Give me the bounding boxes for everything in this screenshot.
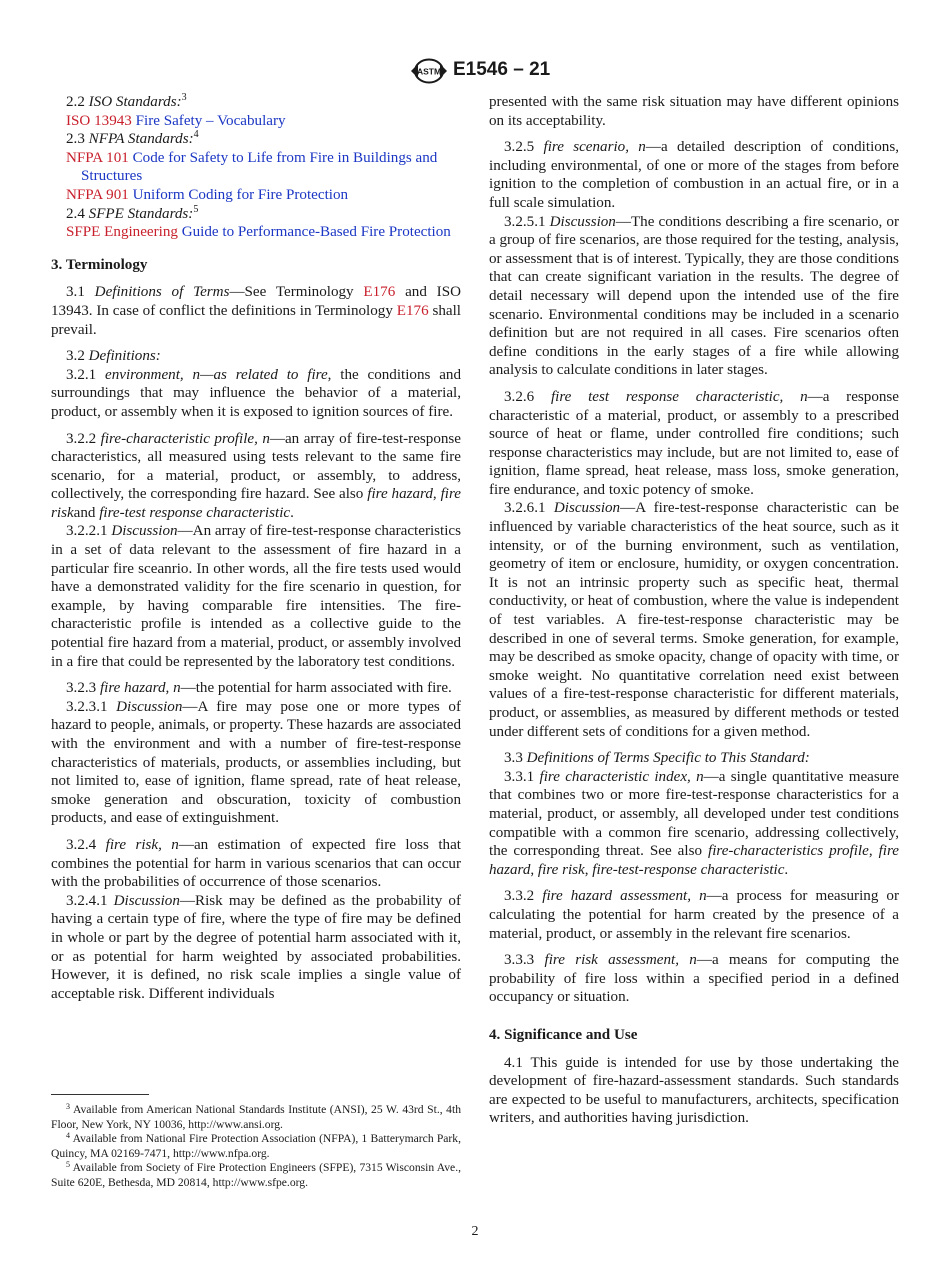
sfpe-reference (51, 223, 461, 242)
paragraph-3-2-6: 3.2.6 fire test response characteristic, n—a response characteristic of a material, product, or assembly to a prescribed source of heat or flame, under controlled fire conditions; such response characteristics may include, but are not limited to, ease of ignition, flame spread, heat release, mass loss, smoke generation, fire endurance, and toxic potency of smoke. (489, 388, 899, 498)
paragraph-3-2-5-1: 3.2.5.1 Discussion—The conditions describing a fire scenario, or a group of fire scenarios, are those required for the testing, analysis, or assessment that is of interest. Typically, they are those conditions that can create significant variation in the results. The degree of detail necessary will depend upon the intended use of the fire scenario. Environmental conditions may be included in a scenario definition but are not required in all cases. Fire scenarios often define conditions in the early stages of a fire while allowing analysis to calculate conditions in later stages. (489, 213, 899, 379)
footnote-4: $^4$ Available from National Fire Protection Association (NFPA), 1 Batterymarch Park, Quincy, MA 02169-7471, http://www.nfpa.org. (51, 1131, 461, 1160)
nfpa-101-title-link[interactable]: Code for Safety to Life from Fire in Buildings and Structures (81, 149, 438, 185)
left-column (51, 93, 461, 1003)
standard-designation: E1546 – 21 (453, 59, 551, 80)
footnote-5: $^5$ Available from Society of Fire Protection Engineers (SFPE), 7315 Wisconsin Ave., Suite 620E, Bethesda, MD 20814, http://www.sfpe.org. (51, 1160, 461, 1189)
footnotes (51, 1103, 461, 1191)
paragraph-3-3: 3.3 Definitions of Terms Specific to This Standard: (504, 750, 810, 767)
paragraph-3-2-4-1-continued: presented with the same risk situation may have different opinions on its acceptability. (489, 94, 899, 129)
iso-13943-reference (51, 112, 461, 131)
paragraph-3-2-2-1: 3.2.2.1 Discussion—An array of fire-test-response characteristics in a set of data relevant to the assessment of fire hazard in a particular fire sceanrio. In other words, all the fire tests used would have a demonstrated validity for the fire scenario in question, for example, by having comparable fire intensities. The fire-characteristic profile is intended as a collective guide to the potential fire hazard from a material, product, or assembly involved in a fire that could be represented by the laboratory test conditions. (51, 523, 461, 670)
section-3-heading: 3. Terminology (51, 256, 148, 273)
paragraph-3-2-3-1: 3.2.3.1 Discussion—A fire may pose one or more types of hazard to people, animals, or property. These hazards are associated with the environment and with a number of fire-test-response characteristics of materials, products, or assemblies including, but not limited to, ease of ignition, flame spread, rate of heat release, smoke generation and obscuration, toxicity of combustion products, and ease of extinguishment. (51, 698, 461, 827)
footnote-3: $^3$ Available from American National Standards Institute (ANSI), 25 W. 43rd St., 4th Floor, New York, NY 10036, http://www.ansi.org. (51, 1102, 462, 1131)
nfpa-901-link[interactable]: NFPA 901 (66, 186, 129, 203)
section-4-heading: 4. Significance and Use (489, 1026, 638, 1043)
e176-link-1[interactable]: E176 (363, 284, 396, 301)
paragraph-4-1: 4.1 This guide is intended for use by those undertaking the development of fire-hazard-assessment standards. Such standards are expected to be useful to manufacturers, architects, specification writers, and authorities having jurisdiction. (489, 1054, 899, 1127)
paragraph-3-3-3: 3.3.3 fire risk assessment, n—a means for computing the probability of fire loss within a specified period in a defined occupancy or situation. (489, 952, 899, 1006)
nfpa-901-title-link[interactable]: Uniform Coding for Fire Protection (132, 186, 349, 203)
sfpe-link[interactable]: SFPE Engineering (66, 224, 178, 241)
paragraph-3-2-5: 3.2.5 fire scenario, n—a detailed description of conditions, including environmental, of one or more of the stages from before ignition to the completion of combustion in an actual fire, or in a full scale simulation. (489, 139, 899, 211)
nfpa-standards-heading: 2.3 NFPA Standards:$^4$ (66, 129, 199, 148)
paragraph-3-2-3: 3.2.3 fire hazard, n—the potential for harm associated with fire. (66, 680, 452, 697)
nfpa-101-reference (51, 149, 461, 186)
sfpe-standards-heading: 2.4 SFPE Standards:$^5$ (66, 203, 199, 222)
paragraph-3-2-6-1: 3.2.6.1 Discussion—A fire-test-response characteristic can be influenced by variable characteristics of the heat source, such as it intensity, or of the burning environment, such as ventilation, geometry of item or enclosure, humidity, or oxygen concentration. It is not an intrinsic property such as specific heat, thermal conductivity, or heat of combustion, where the value is independent of test variables. A fire-test-response characteristic may be described in one of several terms. Smoke generation, for example, may be described as smoke opacity, change of opacity with time, or smoke weight. No quantitative correlation need exist between values of a fire-test-response characteristic for different materials, product, or assemblies, as measured by different methods or tested under different sets of conditions for a given method. (489, 500, 899, 740)
page-header (0, 58, 950, 84)
paragraph-3-2-4: 3.2.4 fire risk, n—an estimation of expected fire loss that combines the potential for harm in various scenarios that can occur with the probabilities of occurrence of those scenarios. (51, 836, 461, 891)
nfpa-901-reference (51, 186, 461, 205)
paragraph-3-3-1: 3.3.1 fire characteristic index, n—a single quantitative measure that combines two or more fire-test-response characteristics for a material, product, or assembly, all developed under test conditions compatible with a common fire scenario, addressing collectively, the corresponding threat. See also fire-characteristics profile, fire hazard, fire risk, fire-test-response characteristic. (489, 768, 899, 878)
e176-link-2[interactable]: E176 (396, 302, 429, 319)
paragraph-3-2-2: 3.2.2 fire-characteristic profile, n—an array of fire-test-response characteristics, all measured using tests relevant to the same fire scenario, for a material, product, or assembly, to address, collectively, the corresponding fire hazard. See also fire hazard, fire riskand fire-test response characteristic. (51, 430, 461, 521)
paragraph-3-1: 3.1 Definitions of Terms—See Terminology E176 and ISO 13943. In case of conflict the definitions in Terminology E176 shall prevail. (51, 284, 461, 338)
page-number: 2 (471, 1224, 479, 1239)
footnote-divider (51, 1094, 149, 1095)
right-column (489, 93, 899, 1128)
sfpe-title-link[interactable]: Guide to Performance-Based Fire Protection (181, 224, 451, 241)
nfpa-101-link[interactable]: NFPA 101 (66, 149, 129, 166)
iso-13943-link[interactable]: ISO 13943 (66, 112, 132, 129)
astm-logo-icon (409, 58, 449, 84)
paragraph-3-2-4-1: 3.2.4.1 Discussion—Risk may be defined as the probability of having a certain type of fire, where the type of fire may be defined in whole or part by the degree of potential harm associated with it, or as potential for harm weighted by associated probabilities. However, it is defined, no risk scale implies a single value of acceptable risk. Different individuals (51, 892, 461, 1002)
svg-text:ASTM: ASTM (416, 66, 442, 77)
paragraph-3-2: 3.2 Definitions: (66, 348, 161, 365)
iso-standards-heading: 2.2 ISO Standards:$^3$ (66, 92, 187, 110)
paragraph-3-2-1: 3.2.1 environment, n—as related to fire, the conditions and surroundings that may influence the behavior of a material, product, or assembly when it is exposed to ignition sources of fire. (51, 366, 461, 420)
paragraph-3-3-2: 3.3.2 fire hazard assessment, n—a process for measuring or calculating the potential for harm created by the presence of a material, product, or assembly in the relevant fire scenarios. (489, 888, 900, 942)
iso-13943-title-link[interactable]: Fire Safety – Vocabulary (135, 112, 286, 129)
